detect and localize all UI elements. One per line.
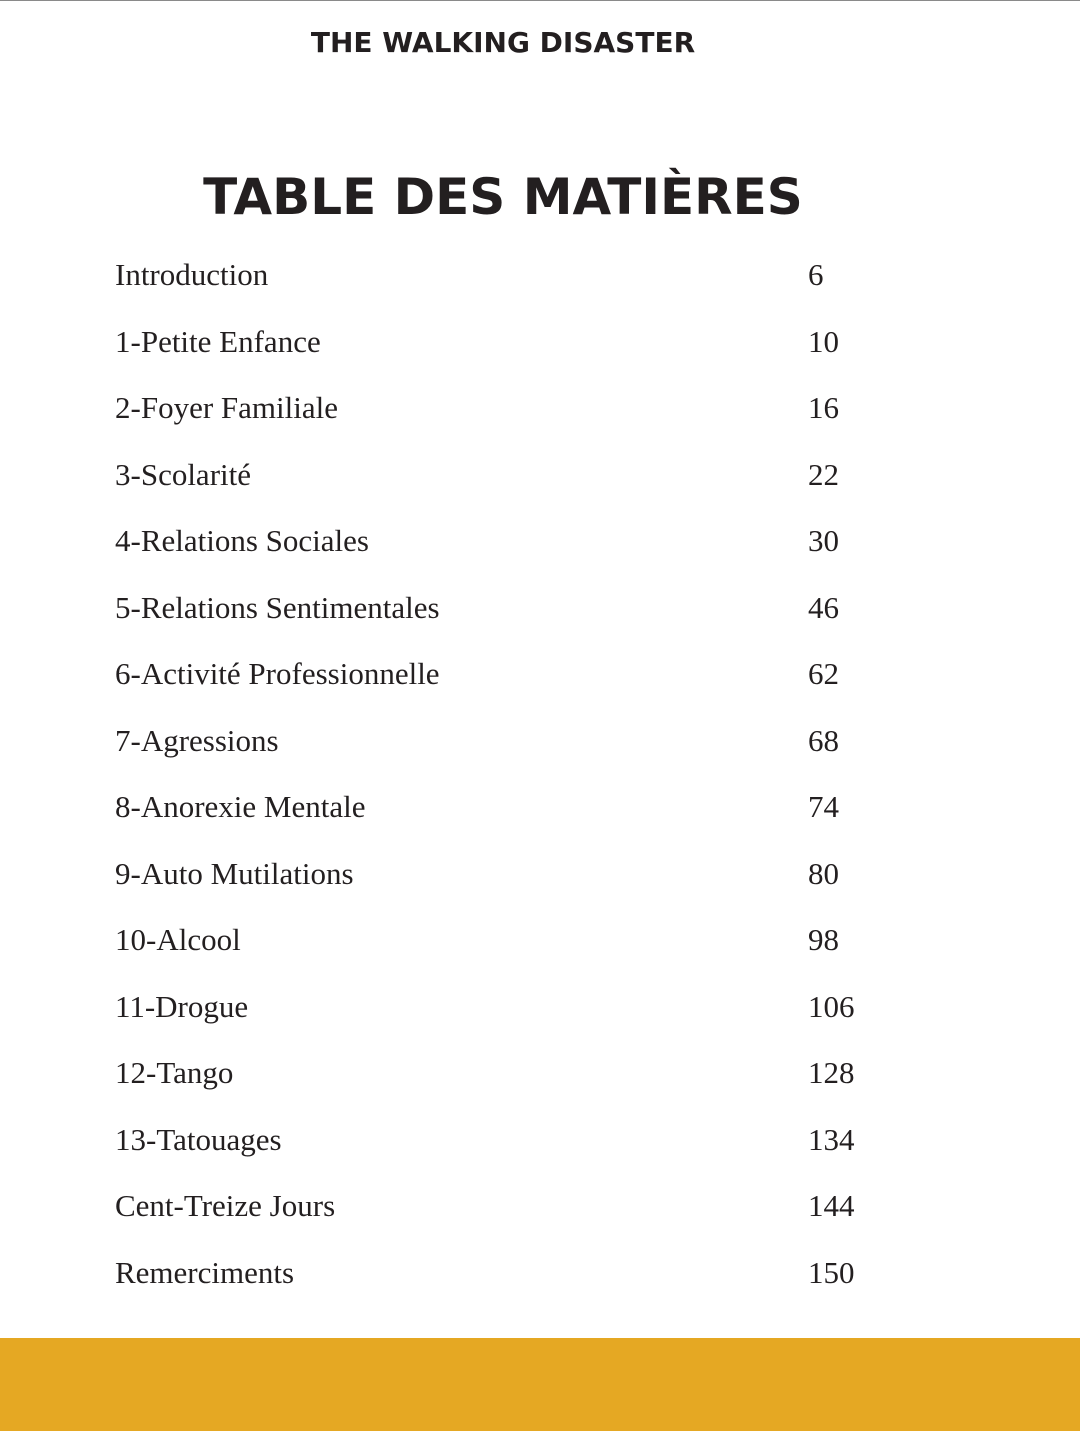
- toc-entry-page: 46: [808, 589, 839, 625]
- toc-entry-title: Cent-Treize Jours: [115, 1188, 336, 1223]
- toc-entry-page: 68: [808, 722, 839, 758]
- toc-entry-title: 5-Relations Sentimentales: [115, 589, 440, 625]
- toc-entry-page: 62: [808, 656, 839, 691]
- toc-entry-agressions[interactable]: [115, 708, 875, 775]
- toc-entry-title: 3-Scolarité: [115, 456, 252, 492]
- toc-entry-title: 1-Petite Enfance: [115, 323, 321, 359]
- toc-entry-remerciments[interactable]: [115, 1240, 875, 1307]
- toc-entry-tango[interactable]: [115, 1040, 875, 1107]
- toc-entry-title: 11-Drogue: [115, 988, 249, 1024]
- toc-entry-title: 7-Agressions: [115, 722, 279, 758]
- toc-entry-drogue[interactable]: [115, 974, 875, 1041]
- toc-entry-page: 106: [808, 988, 855, 1024]
- toc-entry-scolarite[interactable]: [115, 442, 875, 509]
- toc-entry-anorexie-mentale[interactable]: [115, 774, 875, 841]
- toc-entry-title: 12-Tango: [115, 1055, 234, 1090]
- toc-entry-page: 22: [808, 456, 839, 492]
- toc-entry-title: 9-Auto Mutilations: [115, 855, 354, 891]
- toc-entry-page: 30: [808, 523, 839, 558]
- toc-entry-relations-sentimentales[interactable]: [115, 575, 875, 642]
- table-of-contents: [115, 242, 875, 1306]
- toc-entry-cent-treize-jours[interactable]: [115, 1173, 875, 1240]
- toc-entry-title: 6-Activité Professionnelle: [115, 656, 440, 691]
- toc-entry-page: 98: [808, 922, 839, 957]
- toc-entry-page: 10: [808, 323, 839, 359]
- footer-band: [0, 1338, 1080, 1431]
- toc-entry-title: Introduction: [115, 257, 269, 292]
- toc-entry-page: 80: [808, 855, 839, 891]
- toc-entry-page: 150: [808, 1254, 855, 1290]
- toc-entry-activite-professionnelle[interactable]: [115, 641, 875, 708]
- toc-entry-petite-enfance[interactable]: [115, 309, 875, 376]
- toc-entry-page: 74: [808, 789, 839, 824]
- toc-entry-title: Remerciments: [115, 1254, 295, 1290]
- toc-entry-title: 8-Anorexie Mentale: [115, 789, 366, 824]
- page-title: TABLE DES MATIÈRES: [203, 168, 803, 226]
- toc-entry-page: 6: [808, 257, 824, 292]
- toc-entry-auto-mutilations[interactable]: [115, 841, 875, 908]
- toc-entry-alcool[interactable]: [115, 907, 875, 974]
- top-rule: [0, 0, 1080, 1]
- toc-entry-foyer-familiale[interactable]: [115, 375, 875, 442]
- toc-entry-title: 2-Foyer Familiale: [115, 390, 338, 425]
- toc-entry-introduction[interactable]: [115, 242, 875, 309]
- toc-entry-page: 128: [808, 1055, 855, 1090]
- toc-entry-page: 134: [808, 1121, 855, 1157]
- toc-entry-title: 4-Relations Sociales: [115, 523, 369, 558]
- toc-entry-relations-sociales[interactable]: [115, 508, 875, 575]
- toc-entry-page: 16: [808, 390, 839, 425]
- toc-entry-title: 10-Alcool: [115, 922, 241, 957]
- toc-entry-title: 13-Tatouages: [115, 1121, 282, 1157]
- running-header: THE WALKING DISASTER: [310, 26, 696, 59]
- toc-entry-tatouages[interactable]: [115, 1107, 875, 1174]
- toc-entry-page: 144: [808, 1188, 855, 1223]
